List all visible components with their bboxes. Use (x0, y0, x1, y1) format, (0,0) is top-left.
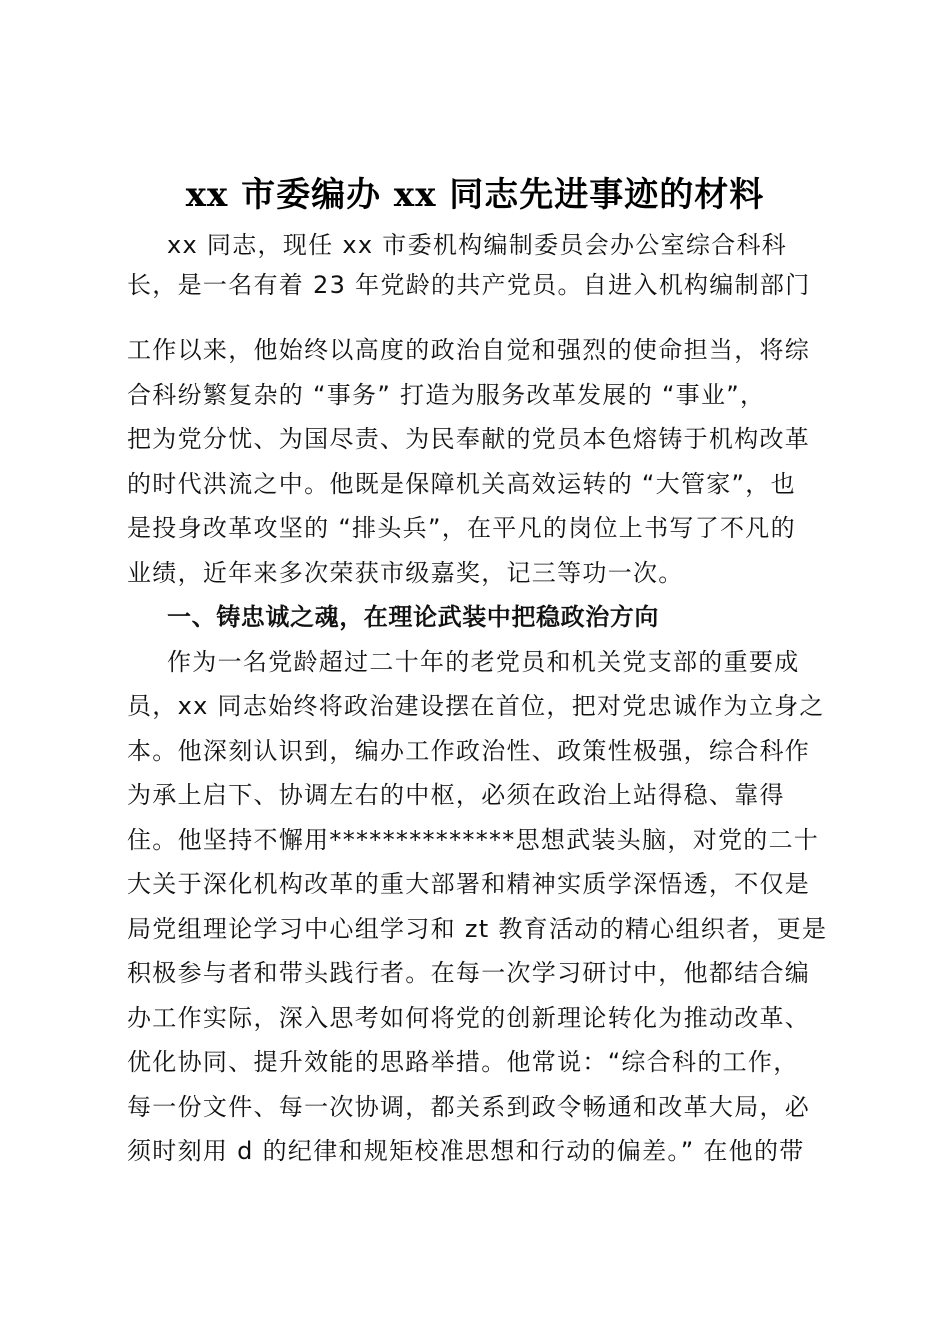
document-title: xx 市委编办 xx 同志先进事迹的材料 (185, 175, 765, 215)
paragraph-line: 住。他坚持不懈用**************思想武装头脑，对党的二十 (127, 826, 820, 854)
paragraph-line: 大关于深化机构改革的重大部署和精神实质学深悟透，不仅是 (127, 870, 811, 898)
paragraph-line: 作为一名党龄超过二十年的老党员和机关党支部的重要成 (167, 648, 800, 676)
paragraph-line: 的时代洪流之中。他既是保障机关高效运转的 “大管家”，也 (127, 470, 796, 498)
paragraph-line: 本。他深刻认识到，编办工作政治性、政策性极强，综合科作 (127, 737, 811, 765)
paragraph-line: 业绩，近年来多次荣获市级嘉奖，记三等功一次。 (127, 559, 684, 587)
paragraph-line: 优化协同、提升效能的思路举措。他常说：“综合科的工作， (127, 1048, 799, 1076)
paragraph-line: 积极参与者和带头践行者。在每一次学习研讨中，他都结合编 (127, 959, 811, 987)
paragraph-line: 每一份文件、每一次协调，都关系到政令畅通和改革大局，必 (127, 1093, 811, 1121)
paragraph-line: 长，是一名有着 23 年党龄的共产党员。自进入机构编制部门 (127, 271, 811, 299)
paragraph-line: 把为党分忧、为国尽责、为民奉献的党员本色熔铸于机构改革 (127, 425, 811, 453)
section-heading: 一、铸忠诚之魂，在理论武装中把稳政治方向 (167, 603, 659, 631)
paragraph-line: 须时刻用 d 的纪律和规矩校准思想和行动的偏差。” 在他的带 (127, 1137, 805, 1165)
paragraph-line: 员，xx 同志始终将政治建设摆在首位，把对党忠诚作为立身之 (127, 692, 825, 720)
paragraph-line: 是投身改革攻坚的 “排头兵”，在平凡的岗位上书写了不凡的 (127, 514, 796, 542)
paragraph-line: 工作以来，他始终以高度的政治自觉和强烈的使命担当，将综 (127, 336, 811, 364)
paragraph-line: 为承上启下、协调左右的中枢，必须在政治上站得稳、靠得 (127, 781, 785, 809)
paragraph-line: xx 同志，现任 xx 市委机构编制委员会办公室综合科科 (167, 231, 788, 259)
paragraph-line: 办工作实际，深入思考如何将党的创新理论转化为推动改革、 (127, 1004, 811, 1032)
paragraph-line: 局党组理论学习中心组学习和 zt 教育活动的精心组织者，更是 (127, 915, 828, 943)
paragraph-line: 合科纷繁复杂的 “事务” 打造为服务改革发展的 “事业”， (127, 381, 766, 409)
